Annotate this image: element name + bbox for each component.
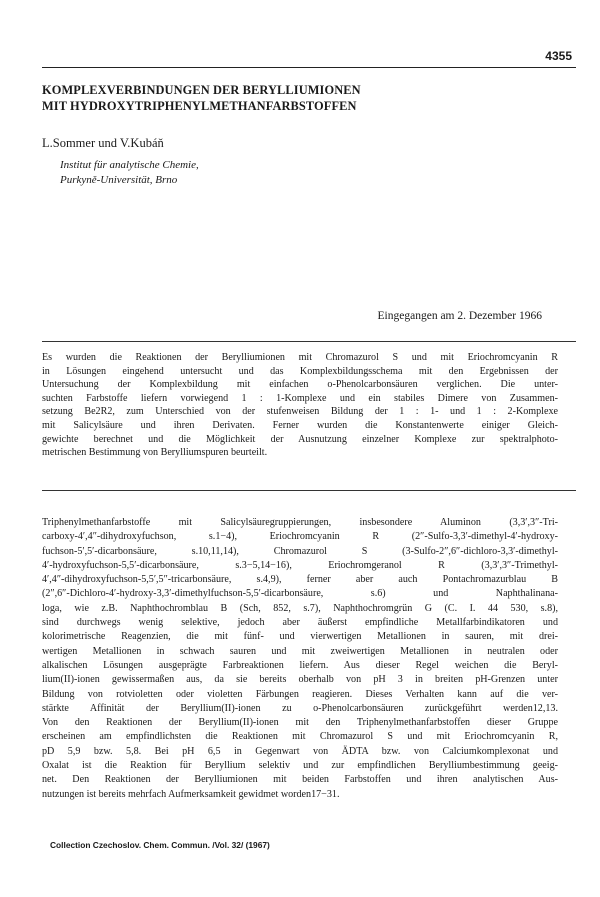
abstract-line: suchten Farbstoffe liefern vorwiegend 1 : 1-Komplexe und ein stabiles Dimere von Zusammen- (42, 392, 558, 404)
body-line: loga, wie z.B. Naphthochromblau B (Sch, 852, s.7), Naphthochromgrün G (C. I. 44 530, s.8), (42, 602, 558, 614)
abstract-line: setzung Be2R2, zum Unterschied von der stufenweisen Bildung der 1 : 1- und 1 : 2-Komplexe (42, 406, 558, 418)
body-line: alkalischen Lösungen ausgeprägte Farbreaktionen liefern. Aus dieser Regel weichen die Beryl- (42, 659, 558, 671)
body-line: 4′,4″-dihydroxyfuchson-5,5′,5″-tricarbonsäure, s.4,9), ferner aber auch Pontachromazurblau B (42, 574, 558, 586)
abstract-rule-top (42, 341, 576, 342)
authors: L.Sommer und V.Kubáň (42, 136, 164, 150)
abstract-line: mit Salicylsäure und ihren Derivaten. Ferner wurden die Konstantenwerte einiger Gleich- (42, 419, 558, 431)
affiliation (60, 158, 199, 188)
journal-footer: Collection Czechoslov. Chem. Commun. /Vol. 32/ (1967) (50, 840, 270, 850)
header-rule (42, 67, 576, 68)
body-line: sind durchwegs wenig selektive, jedoch aber äußerst empfindliche Metallfarbindikatoren und (42, 617, 558, 629)
body-line: nutzungen ist bereits mehrfach Aufmerksamkeit gewidmet worden17−31. (42, 788, 340, 800)
abstract-line: in Lösungen eingehend untersucht und das Komplexbildungsschema mit den Ergebnissen der (42, 365, 558, 377)
body-line: (2″,6″-Dichloro-4′-hydroxy-3,3′-dimethylfuchson-5,5′-dicarbonsäure, s.6) und Naphthalinana- (42, 588, 558, 600)
body-line: kolorimetrische Reagenzien, die mit fünf- und vierwertigen Metallionen in sauren, mit drei- (42, 631, 558, 643)
received-date: Eingegangen am 2. Dezember 1966 (377, 310, 542, 322)
affiliation-line: Institut für analytische Chemie, (60, 159, 199, 171)
body-line: lium(II)-ionen gewissermaßen aus, da sie bereits oberhalb von pH 3 in breiten pH-Grenzen unter (42, 674, 558, 686)
abstract (42, 351, 558, 460)
body-line: Von den Reaktionen der Beryllium(II)-ionen mit den Triphenylmethanfarbstoffen dieser Gruppe (42, 717, 558, 729)
body-line: wertigen Metallionen in schwach sauren und mit zweiwertigen Metallionen in neutralen oder (42, 645, 558, 657)
body-line: Oxalat ist die Reaktion für Beryllium selektiv und zur empfindlichen Berylliumbestimmung geeig- (42, 760, 558, 772)
abstract-line: metrischen Bestimmung von Berylliumspuren beurteilt. (42, 447, 268, 459)
abstract-rule-bottom (42, 490, 576, 491)
body-line: stärkte Affinität der Beryllium(II)-ionen zu o-Phenolcarbonsäuren zurückgeführt werden12,13. (42, 702, 558, 714)
body-line: net. Den Reaktionen der Berylliumionen mit beiden Farbstoffen und ihren analytischen Aus- (42, 774, 558, 786)
body-line: 4′-hydroxyfuchson-5,5′-dicarbonsäure, s.3−5,14−16), Eriochromgeranol R (3,3′,3″-Trimethyl- (42, 559, 558, 571)
body-line: pD 5,9 bzw. 5,8. Bei pH 6,5 in Gegenwart von ÄDTA bzw. von Calciumkomplexonat und (42, 745, 558, 757)
title-line: MIT HYDROXYTRIPHENYLMETHANFARBSTOFFEN (42, 99, 357, 113)
title-line: KOMPLEXVERBINDUNGEN DER BERYLLIUMIONEN (42, 83, 361, 97)
page-number: 4355 (545, 49, 572, 63)
body-text (42, 516, 558, 802)
body-line: erscheinen am empfindlichsten die Reaktionen mit Chromazurol S und mit Eriochromcyanin R, (42, 731, 558, 743)
body-line: Bildung von rotvioletten oder violetten Färbungen reagieren. Dieses Verhalten kann auf die ver- (42, 688, 558, 700)
abstract-line: gewichte berechnet und die Möglichkeit der Ausnutzung einzelner Komplexe zur spektralphoto- (42, 433, 558, 445)
abstract-line: Es wurden die Reaktionen der Berylliumionen mit Chromazurol S und mit Eriochromcyanin R (42, 352, 558, 363)
affiliation-line: Purkyně-Universität, Brno (60, 174, 178, 186)
article-title (42, 82, 582, 114)
body-line: carboxy-4′,4″-dihydroxyfuchson, s.1−4), Eriochromcyanin R (2″-Sulfo-3,3′-dimethyl-4′-hydroxy- (42, 531, 558, 543)
abstract-line: Untersuchung der Komplexbildung mit einfachen o-Phenolcarbonsäuren verglichen. Die unter- (42, 379, 558, 391)
body-line: Triphenylmethanfarbstoffe mit Salicylsäuregruppierungen, insbesondere Aluminon (3,3′,3″-Tri- (42, 517, 558, 528)
body-line: fuchson-5′,5′-dicarbonsäure, s.10,11,14), Chromazurol S (3-Sulfo-2″,6″-dichloro-3,3′-dimethyl- (42, 545, 558, 557)
